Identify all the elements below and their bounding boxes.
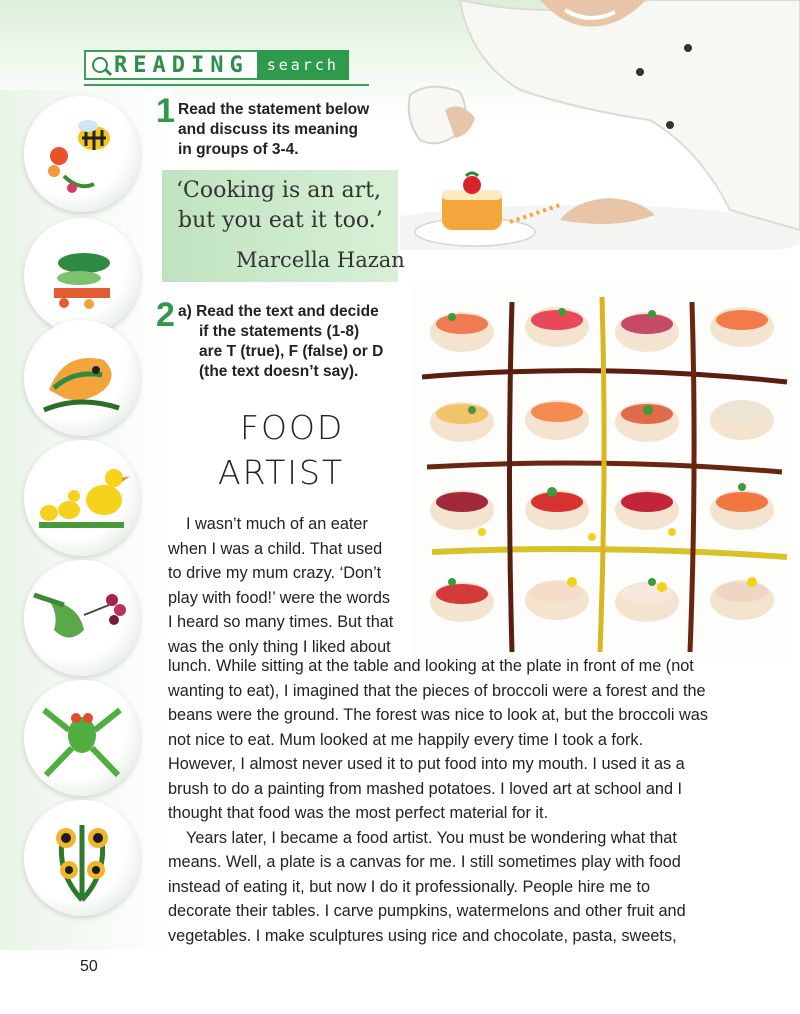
plate-peacock xyxy=(24,800,140,916)
task-1-line: in groups of 3-4. xyxy=(178,141,299,158)
plate-art-icon xyxy=(24,96,140,212)
body-line: beans were the ground. The forest was nice to look at, but the broccoli was xyxy=(168,706,708,724)
body-line: I wasn’t much of an eater xyxy=(186,515,368,533)
body-line: decorate their tables. I carve pumpkins, watermelons and other fruit and xyxy=(168,902,686,920)
body-line: when I was a child. That used xyxy=(168,539,383,558)
body-line: I heard so many times. But that xyxy=(168,613,394,631)
section-header xyxy=(84,50,349,80)
header-reading-part xyxy=(84,50,257,80)
body-line: However, I almost never used it to put food into my mouth. I used it as a xyxy=(168,755,685,773)
chef-photo xyxy=(400,0,800,250)
plate-frog xyxy=(24,680,140,796)
plate-vegetable-scene xyxy=(24,218,140,334)
body-line: was the only thing I liked about xyxy=(168,637,391,656)
task-1-line: Read the statement below xyxy=(178,101,370,118)
task-2-line: are T (true), F (false) or D xyxy=(199,343,384,360)
body-line: instead of eating it, but now I do it professionally. People hire me to xyxy=(168,877,651,896)
plate-hummingbird xyxy=(24,560,140,676)
page-number: 50 xyxy=(80,958,98,975)
plate-art-icon xyxy=(24,800,140,916)
body-line: vegetables. I make sculptures using rice and chocolate, pasta, sweets, xyxy=(168,926,677,945)
quote-line: ‘Cooking is an art, xyxy=(176,178,381,203)
article-title-line-1: FOOD xyxy=(240,408,345,447)
body-line: Years later, I became a food artist. You must be wondering what that xyxy=(186,828,677,847)
body-line: thought that food was the most perfect material for it. xyxy=(168,804,549,822)
plate-art-icon xyxy=(24,440,140,556)
body-line: means. Well, a plate is a canvas for me. I still sometimes play with food xyxy=(168,853,681,871)
body-line: lunch. While sitting at the table and looking at the plate in front of me (not xyxy=(168,657,694,675)
body-line: to drive my mum crazy. ‘Don’t xyxy=(168,564,382,582)
article-title-line-2: ARTIST xyxy=(218,453,345,492)
quote-text xyxy=(176,176,383,236)
quote-author: Marcella Hazan xyxy=(236,248,405,272)
task-1-number: 1 xyxy=(156,92,175,130)
body-line: wanting to eat), I imagined that the pieces of broccoli were a forest and the xyxy=(168,681,706,700)
plate-art-icon xyxy=(24,218,140,334)
task-1-instructions xyxy=(178,100,398,160)
task-2-line: (the text doesn’t say). xyxy=(199,363,359,380)
plate-art-icon xyxy=(24,320,140,436)
quote-line: but you eat it too.’ xyxy=(178,208,383,233)
header-search-tag: search xyxy=(257,50,349,80)
plate-chameleon xyxy=(24,320,140,436)
plate-art-icon xyxy=(24,680,140,796)
article-body-narrow xyxy=(168,512,418,659)
sushi-grid-photo xyxy=(412,282,792,662)
article-body-wide xyxy=(168,654,728,948)
body-line: not nice to eat. Mum looked at me happily every time I took a fork. xyxy=(168,730,644,749)
body-line: play with food!’ were the words xyxy=(168,588,391,607)
header-underline xyxy=(84,84,369,86)
header-reading-word: READING xyxy=(114,52,249,78)
task-2-line: a) Read the text and decide xyxy=(178,303,379,320)
plate-ducks xyxy=(24,440,140,556)
task-2-line: if the statements (1-8) xyxy=(199,323,360,340)
task-2-instructions xyxy=(178,302,398,382)
plate-art-icon xyxy=(24,560,140,676)
plate-bee-flower xyxy=(24,96,140,212)
magnifier-icon xyxy=(92,57,108,73)
body-line: brush to do a painting from mashed potatoes. I loved art at school and I xyxy=(168,779,683,798)
task-1-line: and discuss its meaning xyxy=(178,121,359,138)
task-2-number: 2 xyxy=(156,296,175,334)
